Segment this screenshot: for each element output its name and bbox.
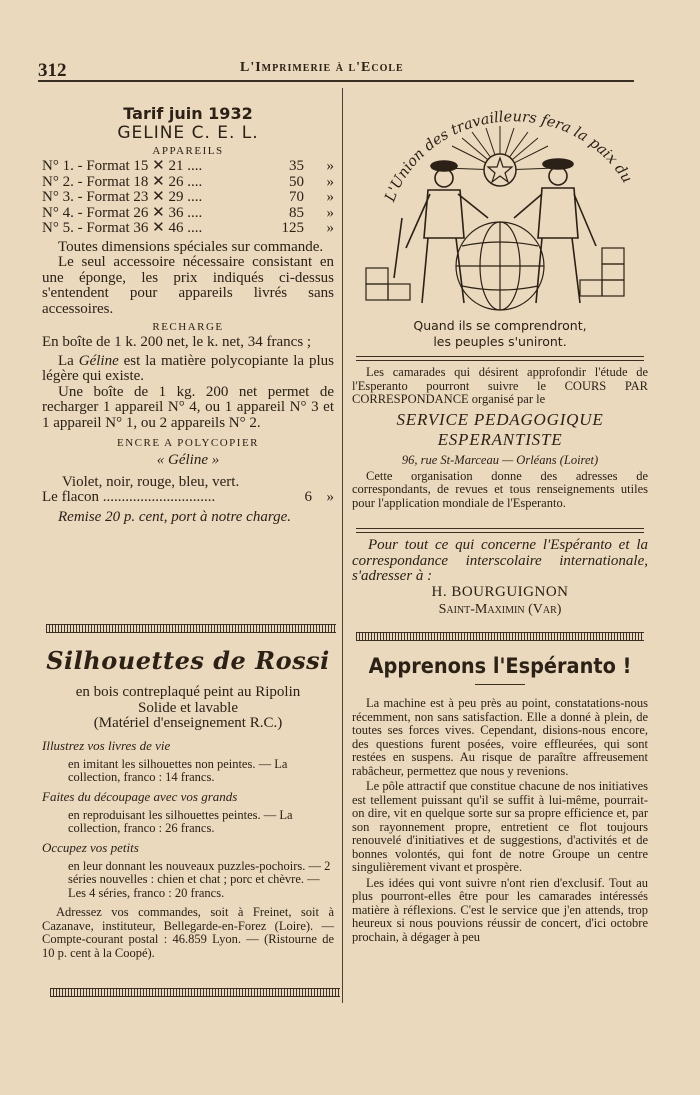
emblem-caption-2: les peuples s'uniront.	[433, 334, 567, 349]
contact-text: Pour tout ce qui concerne l'Espéranto et la correspondance interscolaire internationale, s'adresser à :	[352, 537, 648, 584]
rossi-title: Silhouettes de Rossi	[46, 646, 330, 675]
rossi-line1: en bois contreplaqué peint au Ripolin	[75, 684, 301, 700]
section-separator	[46, 624, 336, 633]
recharge-description	[42, 354, 334, 385]
offer-heading: Faites du découpage avec vos grands	[42, 788, 238, 804]
accessory-note: Le seul accessoire nécessaire consistant en une éponge, les prix indiqués ci-dessus s'entendent pour appareils livrés sans accessoires.	[42, 254, 334, 317]
service-description: Cette organisation donne des adresses de correspondants, de revues et tous renseignements utiles pour l'application mondiale de l'Esperanto.	[352, 468, 648, 510]
journal-title: L'Imprimerie à l'Ecole	[240, 60, 404, 75]
esperanto-course-ad	[352, 366, 648, 510]
offer-text: en imitant les silhouettes non peintes. — La collection, franco : 14 francs.	[68, 756, 288, 784]
remise-note: Remise 20 p. cent, port à notre charge.	[58, 508, 292, 525]
format-price: 125	[281, 220, 304, 236]
geline-name: Géline	[78, 352, 119, 369]
rossi-advertisement	[42, 646, 334, 960]
geline-title: GELINE C. E. L.	[117, 123, 259, 143]
format-unit: »	[326, 220, 334, 236]
emblem-arc-text: L'Union des travailleurs fera la paix du	[382, 109, 635, 204]
rossi-order-text: Adressez vos commandes, soit à Freinet, soit à Cazanave, instituteur, Bellegarde-en-Forez (Loire). — Compte-courant postal : 46.859 Lyon. — (Ristourne de 10 p. cent à la Coopé).	[42, 905, 334, 960]
offer-heading: Illustrez vos livres de vie	[42, 737, 171, 753]
format-row	[42, 190, 334, 206]
format-price: 50	[289, 173, 304, 190]
article-paragraph: Le pôle attractif que constitue chacune de nos initiatives est tellement puissant qu'il se suffit à lui-même, pourrait-on dire, vit en quelque sorte sur sa propre efficience et, par son rayonnement propre, entretient ce flot toujours renouvelé d'initiatives et de suggestions, d'activités et de bonnes volontés, qui font de notre Groupe un centre singulièrement vivant et prospère.	[352, 779, 648, 874]
format-unit: »	[326, 189, 334, 205]
offer-text: en reproduisant les silhouettes peintes. — La collection, franco : 26 francs.	[68, 807, 293, 835]
rossi-offers	[42, 738, 334, 901]
emblem-caption-1: Quand ils se comprendront,	[413, 318, 587, 333]
format-price: 85	[289, 204, 304, 221]
recharge-rest: est la matière polycopiante la plus légère qui existe.	[42, 352, 335, 384]
service-name-1: SERVICE PEDAGOGIQUE	[396, 409, 604, 429]
recharge-prefix: La	[58, 352, 79, 369]
crates-icon	[366, 248, 624, 300]
article-paragraph: La machine est à peu près au point, constatations-nous récemment, non sans satisfaction. Elle a donné à plein, de toutes ses forces vives. Cependant, disions-nous encore, des questions furent posées, voire effleurées, qui sont restées en suspens. Au risque de paraître affreusement rabâcheur, permettez que nous y revenions.	[352, 696, 648, 778]
dimensions-note: Toutes dimensions spéciales sur commande.	[58, 238, 324, 255]
format-unit: »	[326, 158, 334, 174]
contact-place: Saint-Maximin (Var)	[438, 602, 562, 617]
course-intro: Les camarades qui désirent approfondir l'étude de l'Esperanto pourront suivre le COURS PAR CORRESPONDANCE organisé par le	[352, 365, 648, 406]
format-row	[42, 206, 334, 222]
rossi-line3: (Matériel d'enseignement R.C.)	[93, 715, 283, 731]
flacon-price: 6	[304, 489, 312, 505]
esperanto-contact	[352, 538, 648, 617]
column-divider	[342, 88, 343, 1003]
offer-text: en leur donnant les nouveaux puzzles-pochoirs. — 2 séries nouvelles : chien et chat ; porc et chèvre. — Les 4 séries, franco : 20 francs.	[68, 858, 331, 900]
article-separator	[356, 632, 644, 641]
rossi-line2: Solide et lavable	[138, 699, 238, 716]
format-label: N° 5. - Format 36 ✕ 46 ....	[42, 220, 203, 236]
encre-heading: ENCRE A POLYCOPIER	[116, 437, 260, 449]
title-rule	[475, 684, 525, 685]
emblem-rule	[356, 356, 644, 361]
flacon-row	[42, 490, 334, 506]
contact-name: H. BOURGUIGNON	[431, 583, 569, 600]
format-price: 35	[289, 158, 304, 174]
page-number: 312	[38, 60, 67, 81]
contact-rule	[356, 528, 644, 533]
format-unit: »	[326, 204, 334, 221]
esperanto-emblem	[352, 98, 648, 353]
format-label: N° 2. - Format 18 ✕ 26 ....	[42, 173, 203, 190]
article-body	[352, 697, 648, 944]
globe-icon	[456, 222, 544, 310]
flacon-unit: »	[326, 489, 334, 505]
geline-advertisement	[42, 104, 334, 525]
format-unit: »	[326, 173, 334, 190]
service-name-2: ESPERANTISTE	[437, 429, 563, 449]
worker-left-icon	[394, 161, 488, 303]
article-title: Apprenons l'Espéranto !	[368, 654, 632, 678]
article	[352, 654, 648, 946]
service-address: 96, rue St-Marceau — Orléans (Loiret)	[401, 452, 599, 467]
encre-colors: Violet, noir, rouge, bleu, vert.	[62, 473, 240, 490]
encre-product: « Géline »	[156, 452, 220, 468]
flacon-label: Le flacon ..............................	[42, 490, 216, 505]
recharge-capacity: Une boîte de 1 kg. 200 net permet de recharger 1 appareil N° 4, ou 1 appareil N° 3 et 1 appareil N° 1, ou 2 appareils N° 2.	[42, 383, 334, 431]
format-label: N° 3. - Format 23 ✕ 29 ....	[42, 189, 203, 205]
tarif-title: Tarif juin 1932	[123, 104, 253, 123]
recharge-heading: RECHARGE	[152, 321, 224, 333]
recharge-price: En boîte de 1 k. 200 net, le k. net, 34 francs ;	[42, 334, 312, 350]
offer-heading: Occupez vos petits	[42, 839, 139, 855]
esperanto-emblem-drawing	[352, 98, 648, 353]
format-label: N° 4. - Format 26 ✕ 36 ....	[42, 204, 203, 221]
format-row	[42, 175, 334, 191]
header-rule	[38, 80, 634, 82]
section-separator-bottom	[50, 988, 340, 997]
format-price-list	[42, 159, 334, 237]
article-paragraph: Les idées qui vont suivre n'ont rien d'exclusif. Tout au plus pourront-elles être pour les camarades intéressés matière à réflexions. C'est le service que j'en attends, trop heureux si nous pouvions réussir de concert, d'ici octobre prochain, à dégager à peu	[352, 875, 648, 944]
format-label: N° 1. - Format 15 ✕ 21 ....	[42, 158, 203, 174]
appareils-heading: APPAREILS	[152, 145, 224, 157]
format-row	[42, 159, 334, 175]
format-price: 70	[289, 189, 304, 205]
format-row	[42, 221, 334, 237]
